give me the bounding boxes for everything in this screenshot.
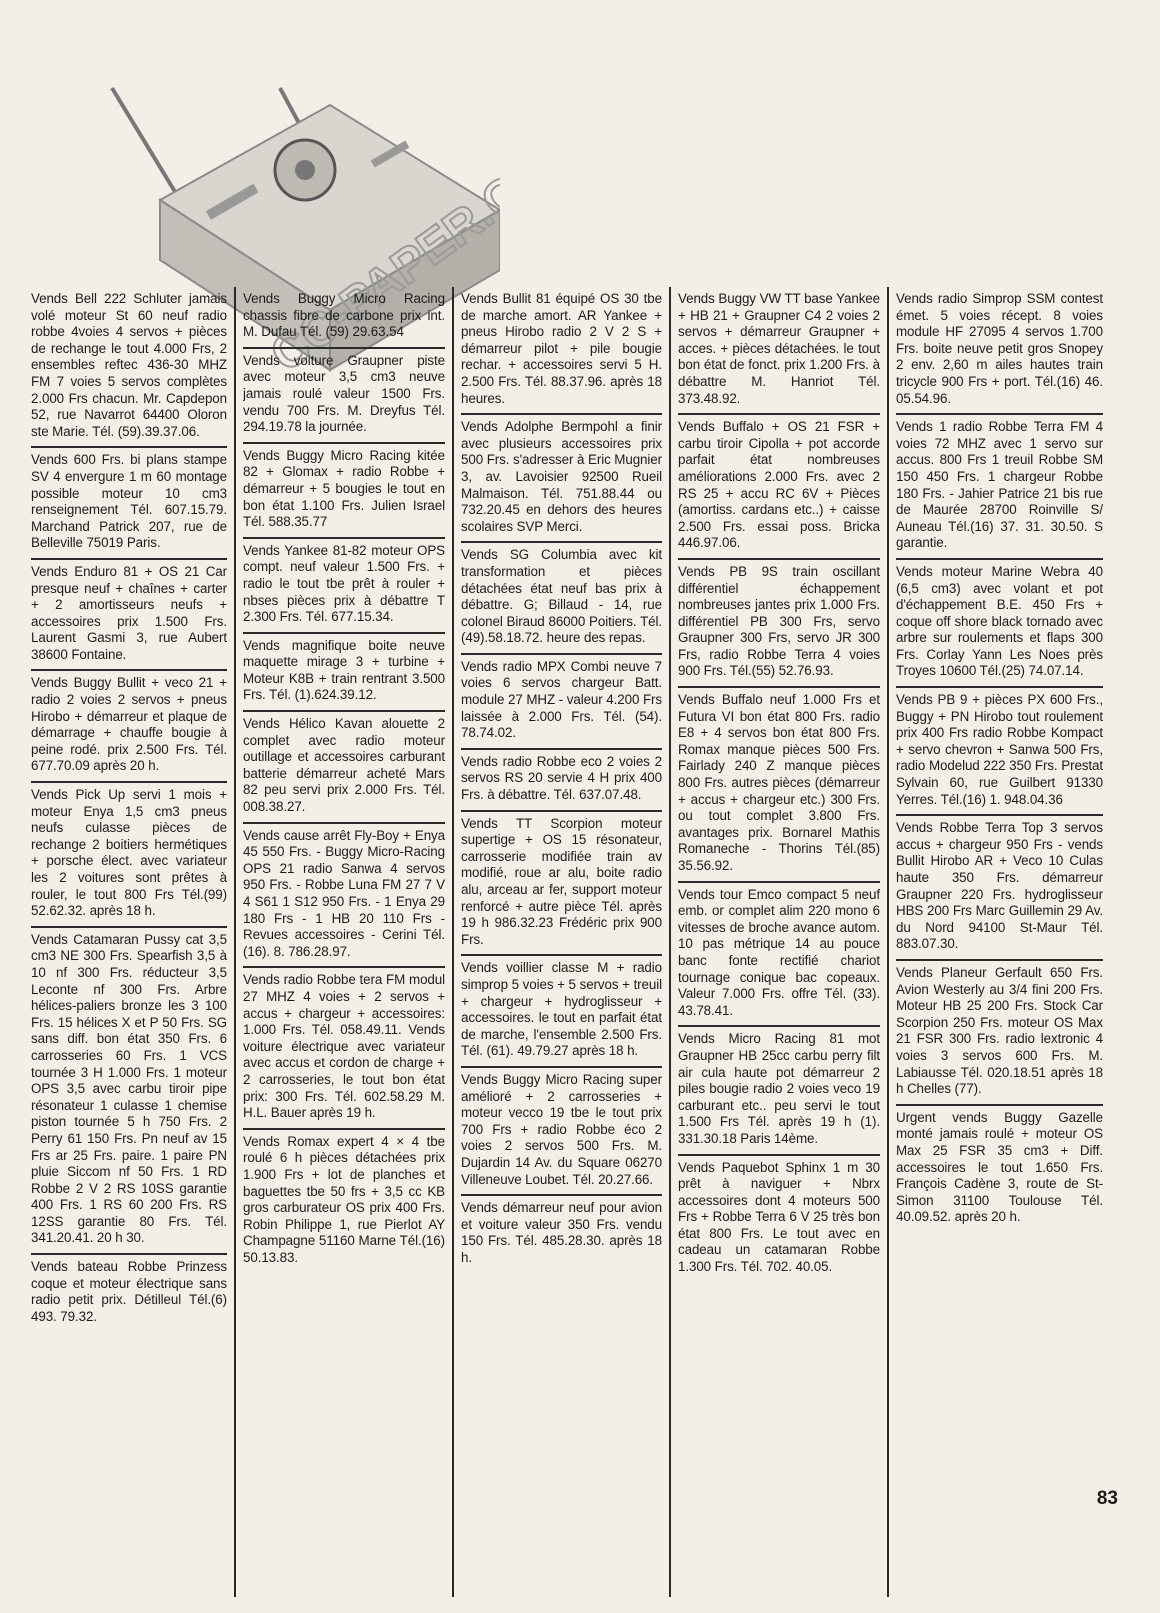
classified-ad: Vends radio Robbe tera FM modul 27 MHZ 4 voies + 2 servos + accus + chargeur + accessoires: 1.000 Frs. Tél. 058.49.11. Vends voiture électrique avec variateur avec accus et cordon de charge + 2 carrosseries, le tout bon état prix: 300 Frs. Tél. 602.58.29 M. H.L. Bauer après 19 h. [243, 968, 445, 1129]
classified-ad: Vends Buffalo neuf 1.000 Frs et Futura VI bon état 800 Frs. radio E8 + 4 servos bon état 800 Frs. Romax manque pièces 500 Frs. Fairlady 240 Z manque pièces 800 Frs. autres pièces (démarreur + accus + chargeur etc.) 300 Frs. ou tout complet 3.800 Frs. avantages prix. Bornarel Mathis Romaneche - Thorins Tél.(85) 35.56.92. [678, 688, 880, 883]
classified-ad: Vends radio Robbe eco 2 voies 2 servos RS 20 servie 4 H prix 400 Frs. à débattre. Tél. 637.07.48. [461, 750, 662, 812]
classified-ad: Vends SG Columbia avec kit transformation et pièces détachées état neuf bas prix à débattre. G; Billaud - 14, rue colonel Biraud 86000 Poitiers. Tél. (49).58.18.72. heure des repas. [461, 543, 662, 655]
classified-ad: Vends voillier classe M + radio simprop 5 voies + 5 servos + treuil + chargeur + hydroglisseur + accessoires. le tout en parfait état de marche, l'ensemble 2.500 Frs. Tél. (61). 49.79.27 après 18 h. [461, 956, 662, 1068]
classified-ad: Vends Paquebot Sphinx 1 m 30 prêt à naviguer + Nbrx accessoires dont 4 moteurs 500 Frs + Robbe Terra 6 V 25 très bon état 800 Frs. Le tout avec en cadeau un catamaran Robbe 1.300 Frs. Tél. 702. 40.05. [678, 1159, 880, 1275]
classified-ads-columns [24, 287, 1110, 1597]
classified-ad: Vends magnifique boite neuve maquette mirage 3 + turbine + Moteur K8B + train rentrant 3.500 Frs. Tél. (1).624.39.12. [243, 634, 445, 712]
classified-ad: Vends cause arrêt Fly-Boy + Enya 45 550 Frs. - Buggy Micro-Racing OPS 21 radio Sanwa 4 servos 950 Frs. - Robbe Luna FM 27 7 V 4 S61 1 S12 950 Frs. - 1 Enya 29 180 Frs - 1 HB 20 110 Frs - Revues accessoires - Cerini Tél. (16). 8. 786.28.97. [243, 824, 445, 969]
classified-ad: Vends démarreur neuf pour avion et voiture valeur 350 Frs. vendu 150 Frs. Tél. 485.28.30. après 18 h. [461, 1200, 662, 1265]
classified-ad: Vends tour Emco compact 5 neuf emb. or complet alim 220 mono 6 vitesses de broche avance autom. 10 pas métrique 14 au pouce banc fonte rectifié chariot tournage conique bac copeaux. Valeur 7.000 Frs. offre Tél. (33). 43.78.41. [678, 883, 880, 1028]
classified-ad: Vends Enduro 81 + OS 21 Car presque neuf + chaînes + carter + 2 amortisseurs neufs + accessoires prix 1.500 Frs. Laurent Gasmi 3, rue Aubert 38600 Fontaine. [31, 560, 227, 672]
classified-ad: Vends Buggy Bullit + veco 21 + radio 2 voies 2 servos + pneus Hirobo + démarreur et plaque de démarrage + chauffe bougie à peine rodé. prix 2.500 Frs. Tél. 677.70.09 après 20 h. [31, 671, 227, 783]
classified-ad: Vends Yankee 81-82 moteur OPS compt. neuf valeur 1.500 Frs. + radio le tout tbe prêt à rouler + nbses pièces prix à débattre T 2.300 Frs. Tél. 677.15.34. [243, 539, 445, 634]
column-1 [24, 287, 234, 1597]
classified-ad: Vends TT Scorpion moteur supertige + OS 15 résonateur, carrosserie modifiée train av modifié, roue ar alu, boite radio alu, arceau ar fer, support moteur renforcé + autre pièce Tél. après 19 h 986.32.23 Frédéric prix 900 Frs. [461, 812, 662, 957]
classified-ad: Vends Planeur Gerfault 650 Frs. Avion Westerly au 3/4 fini 200 Frs. Moteur HB 25 200 Frs. Stock Car Scorpion 250 Frs. moteur OS Max 21 FSR 300 Frs. radio lextronic 4 voies 3 servos 600 Frs. M. Labiausse Tél. 020.18.51 après 18 h Chelles (77). [896, 961, 1103, 1106]
classified-ad: Vends 600 Frs. bi plans stampe SV 4 envergure 1 m 60 montage possible moteur 10 cm3 renseignement Tél. 607.15.79. Marchand Patrick 207, rue de Belleville 75019 Paris. [31, 448, 227, 560]
classified-ad: Vends Bullit 81 équipé OS 30 tbe de marche amort. AR Yankee + pneus Hirobo radio 2 V 2 S + démarreur pilot + pile bougie rechar. + accessoires servi 5 H. 2.500 Frs. Tél. 88.37.96. après 18 heures. [461, 287, 662, 415]
classified-ad: Vends Buggy Micro Racing kitée 82 + Glomax + radio Robbe + démarreur + 5 bougies le tout en bon état 1.100 Frs. Julien Israel Tél. 588.35.77 [243, 444, 445, 539]
column-2 [234, 287, 452, 1597]
classified-ad: Vends Romax expert 4 × 4 tbe roulé 6 h pièces détachées prix 1.900 Frs + lot de planches et baguettes tbe 50 frs + 3,5 cc KB gros carburateur OS prix 400 Frs. Robin Philippe 1, rue Pierlot AY Champagne 51160 Marne Tél.(16) 50.13.83. [243, 1133, 445, 1265]
classified-ad: Vends PB 9 + pièces PX 600 Frs., Buggy + PN Hirobo tout roulement prix 400 Frs radio Robbe Kompact + servo chevron + Sanwa 500 Frs, radio Modelud 222 350 Frs. Prestat Sylvain 60, rue Guilbert 91330 Yerres. Tél.(16) 1. 948.04.36 [896, 688, 1103, 816]
classified-ad: Vends Adolphe Bermpohl a finir avec plusieurs accessoires prix 500 Frs. s'adresser à Eric Mugnier 3, av. Lavoisier 92500 Rueil Malmaison. Tél. 751.88.44 ou 732.20.45 en dehors des heures scolaires SVP Merci. [461, 415, 662, 543]
column-5 [887, 287, 1110, 1597]
classified-ad: Vends 1 radio Robbe Terra FM 4 voies 72 MHZ avec 1 servo sur accus. 800 Frs 1 treuil Robbe SM 150 450 Frs. 1 chargeur Robbe 180 Frs. - Jahier Patrice 21 bis rue de Maurée 28700 Roinville S/ Auneau Tél.(16) 37. 31. 30.50. S garantie. [896, 415, 1103, 560]
column-4 [669, 287, 887, 1597]
classified-ad: Vends radio Simprop SSM contest émet. 5 voies récept. 8 voies module HF 27095 4 servos 1.700 Frs. boite neuve petit gros Snopey 2 env. 2,60 m ailes hautes train tricycle 900 Frs + port. Tél.(16) 46. 05.54.96. [896, 287, 1103, 415]
classified-ad: Vends Bell 222 Schluter jamais volé moteur St 60 neuf radio robbe 4voies 4 servos + pièces de rechange le tout 4.000 Frs, 2 ensembles reftec 436-30 MHZ FM 7 voies 5 servos complètes 2.000 Frs chacun. Mr. Capdepon 52, rue Navarrot 64400 Oloron ste Marie. Tél. (59).39.37.06. [31, 287, 227, 448]
classified-ad: Vends Buggy VW TT base Yankee + HB 21 + Graupner C4 2 voies 2 servos + démarreur Graupner + acces. + pièces détachées. le tout bon état de fonct. prix 1.200 Frs. à débattre M. Hanriot Tél. 373.48.92. [678, 287, 880, 415]
classified-ad: Vends Hélico Kavan alouette 2 complet avec radio moteur outillage et accessoires carburant batterie démarreur acheté Mars 82 peu servi prix 2.000 Frs. Tél. 008.38.27. [243, 712, 445, 824]
classified-ad: Vends Buggy Micro Racing super amélioré + 2 carrosseries + moteur vecco 19 tbe le tout prix 700 Frs + radio Robbe éco 2 voies 2 servos 500 Frs. M. Dujardin 14 Av. du Square 06270 Villeneuve Loubet. Tél. 20.27.66. [461, 1068, 662, 1196]
classified-ad: Vends moteur Marine Webra 40 (6,5 cm3) avec volant et pot d'échappement B.E. 450 Frs + coque off shore black tornado avec arbre sur roulements et flaps 300 Frs. Corlay Yann Les Noes près Troyes 10600 Tél.(25) 74.07.14. [896, 560, 1103, 688]
classified-ad: Vends Buggy Micro Racing chassis fibre de carbone prix int. M. Dufau Tél. (59) 29.63.54 [243, 287, 445, 349]
classified-ad: Vends radio MPX Combi neuve 7 voies 6 servos chargeur Batt. module 27 MHZ - valeur 4.200 Frs laissée à 2.000 Frs. Tél. (54). 78.74.02. [461, 655, 662, 750]
classified-ad: Vends bateau Robbe Prinzess coque et moteur électrique sans radio petit prix. Détilleul Tél.(6) 493. 79.32. [31, 1259, 227, 1324]
classified-ad: Urgent vends Buggy Gazelle monté jamais roulé + moteur OS Max 25 FSR 35 cm3 + Diff. accessoires le tout 1.650 Frs. François Cadène 3, route de St-Simon 31100 Toulouse Tél. 40.09.52. après 20 h. [896, 1109, 1103, 1225]
column-3 [452, 287, 669, 1597]
classified-ad: Vends Micro Racing 81 mot Graupner HB 25cc carbu perry filt air cula haute pot démarreur 2 piles bougie radio 2 voies veco 19 carburant etc.. peu servi le tout 1.500 Frs Tél. après 19 h (1). 331.30.18 Paris 14ème. [678, 1027, 880, 1155]
classified-ad: Vends Catamaran Pussy cat 3,5 cm3 NE 300 Frs. Spearfish 3,5 à 10 nf 300 Frs. réducteur 3,5 Leconte nf 300 Frs. Arbre hélices-paliers bronze les 3 100 Frs. 15 hélices X et P 50 Frs. SG sans diff. bon état 350 Frs. 6 carrosseries 60 Frs. 1 VCS tournée 3 H 1.000 Frs. 1 moteur OPS 3,5 avec carbu tiroir pipe résonateur 1 culasse 1 chemise piston tournée 5 h 750 Frs. 2 Perry 61 150 Frs. Pn neuf av 15 Frs ar 25 Frs. paire. 1 paire PN pluie Siccom nf 50 Frs. 1 RD Robbe 2 V 2 RS 10SS garantie 400 Frs. 1 RS 60 200 Frs. RS 12SS garantie 80 Frs. Tél. 341.20.41. 20 h 30. [31, 928, 227, 1255]
classified-ad: Vends Pick Up servi 1 mois + moteur Enya 1,5 cm3 pneus neufs culasse pièces de rechange 2 boitiers hermétiques + porsche élect. avec variateur les 2 voitures sont prêtes à rouler, le tout 800 Frs Tél.(99) 52.62.32. après 18 h. [31, 783, 227, 928]
page-number: 83 [1096, 1488, 1118, 1509]
classified-ad: Vends PB 9S train oscillant différentiel échappement nombreuses jantes prix 1.000 Frs. différentiel PB 300 Frs, servo Graupner 300 Frs, servo JR 300 Frs, radio Robbe Terra 4 voies 900 Frs. Tél.(55) 52.76.93. [678, 560, 880, 688]
classified-ad: Vends Robbe Terra Top 3 servos accus + chargeur 950 Frs - vends Bullit Hirobo AR + Veco 10 Culas haute 350 Frs. démarreur Graupner 220 Frs. hydroglisseur HBS 200 Frs Marc Guillemin 29 Av. du Nord 94100 St-Maur Tél. 883.07.30. [896, 816, 1103, 961]
classified-ad: Vends Buffalo + OS 21 FSR + carbu tiroir Cipolla + pot accorde parfait état nombreuses améliorations 2.000 Frs. avec 2 RS 25 + accu RC 6V + Pièces (amortiss. cardans etc..) + caisse 2.500 Frs. essai poss. Bricka 446.97.06. [678, 415, 880, 560]
classified-ad: Vends voiture Graupner piste avec moteur 3,5 cm3 neuve jamais roulé valeur 1500 Frs. vendu 700 Frs. M. Dreyfus Tél. 294.19.78 la journée. [243, 349, 445, 444]
